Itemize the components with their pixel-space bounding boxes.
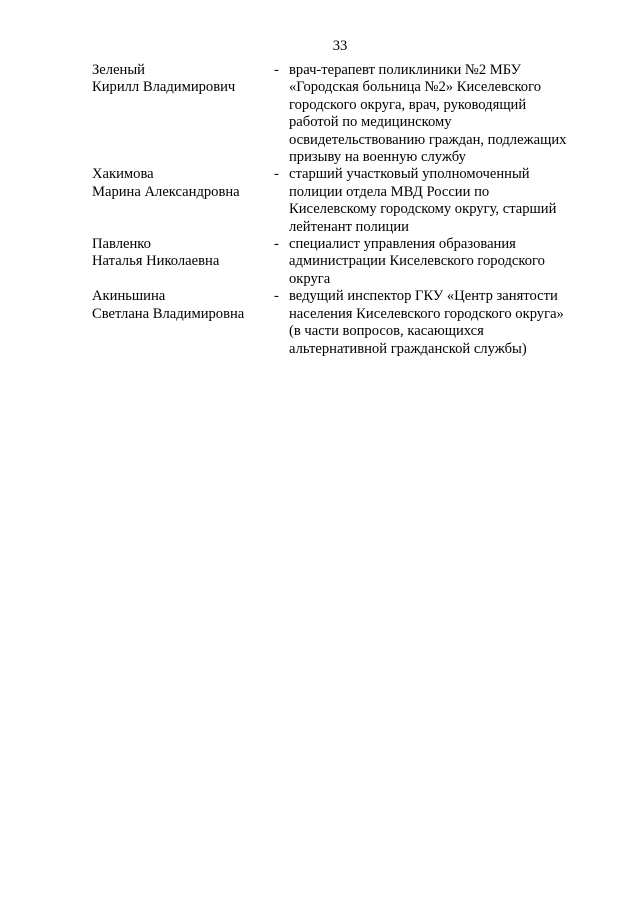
position-line: «Городская больница №2» Киселевского	[289, 79, 542, 96]
dash-separator: -	[274, 62, 279, 78]
member-surname: Павленко	[92, 236, 151, 253]
member-surname: Зеленый	[92, 62, 145, 78]
member-name	[92, 288, 274, 358]
position-line: администрации Киселевского городского	[289, 253, 545, 270]
member-name	[92, 236, 274, 288]
member-entry	[92, 166, 602, 236]
position-line: врач-терапевт поликлиники №2 МБУ	[289, 62, 521, 78]
dash-separator: -	[274, 288, 279, 305]
member-position	[289, 288, 602, 358]
position-line: старший участковый уполномоченный	[289, 166, 530, 183]
member-given-names: Марина Александровна	[92, 183, 240, 200]
position-line: лейтенант полиции	[289, 218, 409, 235]
position-line: Киселевскому городскому округу, старший	[289, 201, 557, 218]
dash-separator: -	[274, 166, 279, 183]
member-surname: Акиньшина	[92, 288, 166, 305]
member-name	[92, 62, 274, 166]
position-line: (в части вопросов, касающихся	[289, 323, 484, 340]
member-given-names: Светлана Владимировна	[92, 305, 245, 322]
position-line: специалист управления образования	[289, 236, 516, 253]
position-line: освидетельствованию граждан, подлежащих	[289, 131, 567, 148]
dash-separator: -	[274, 236, 279, 253]
position-line: полиции отдела МВД России по	[289, 183, 490, 200]
member-entry	[92, 62, 602, 166]
position-line: призыву на военную службу	[289, 149, 466, 166]
position-line: ведущий инспектор ГКУ «Центр занятости	[289, 288, 558, 305]
position-line: населения Киселевского городского округа»	[289, 305, 564, 322]
member-name	[92, 166, 274, 236]
position-line: альтернативной гражданской службы)	[289, 340, 527, 357]
position-line: округа	[289, 270, 331, 287]
member-position	[289, 166, 602, 236]
member-position	[289, 62, 602, 166]
member-entry	[92, 288, 602, 358]
member-given-names: Наталья Николаевна	[92, 253, 220, 270]
position-line: городского округа, врач, руководящий	[289, 96, 527, 113]
position-line: работой по медицинскому	[289, 114, 452, 131]
member-entry	[92, 236, 602, 288]
member-surname: Хакимова	[92, 166, 154, 183]
member-given-names: Кирилл Владимирович	[92, 79, 236, 96]
member-position	[289, 236, 602, 288]
commission-member-list	[92, 62, 602, 358]
page-number: 33	[332, 38, 348, 54]
